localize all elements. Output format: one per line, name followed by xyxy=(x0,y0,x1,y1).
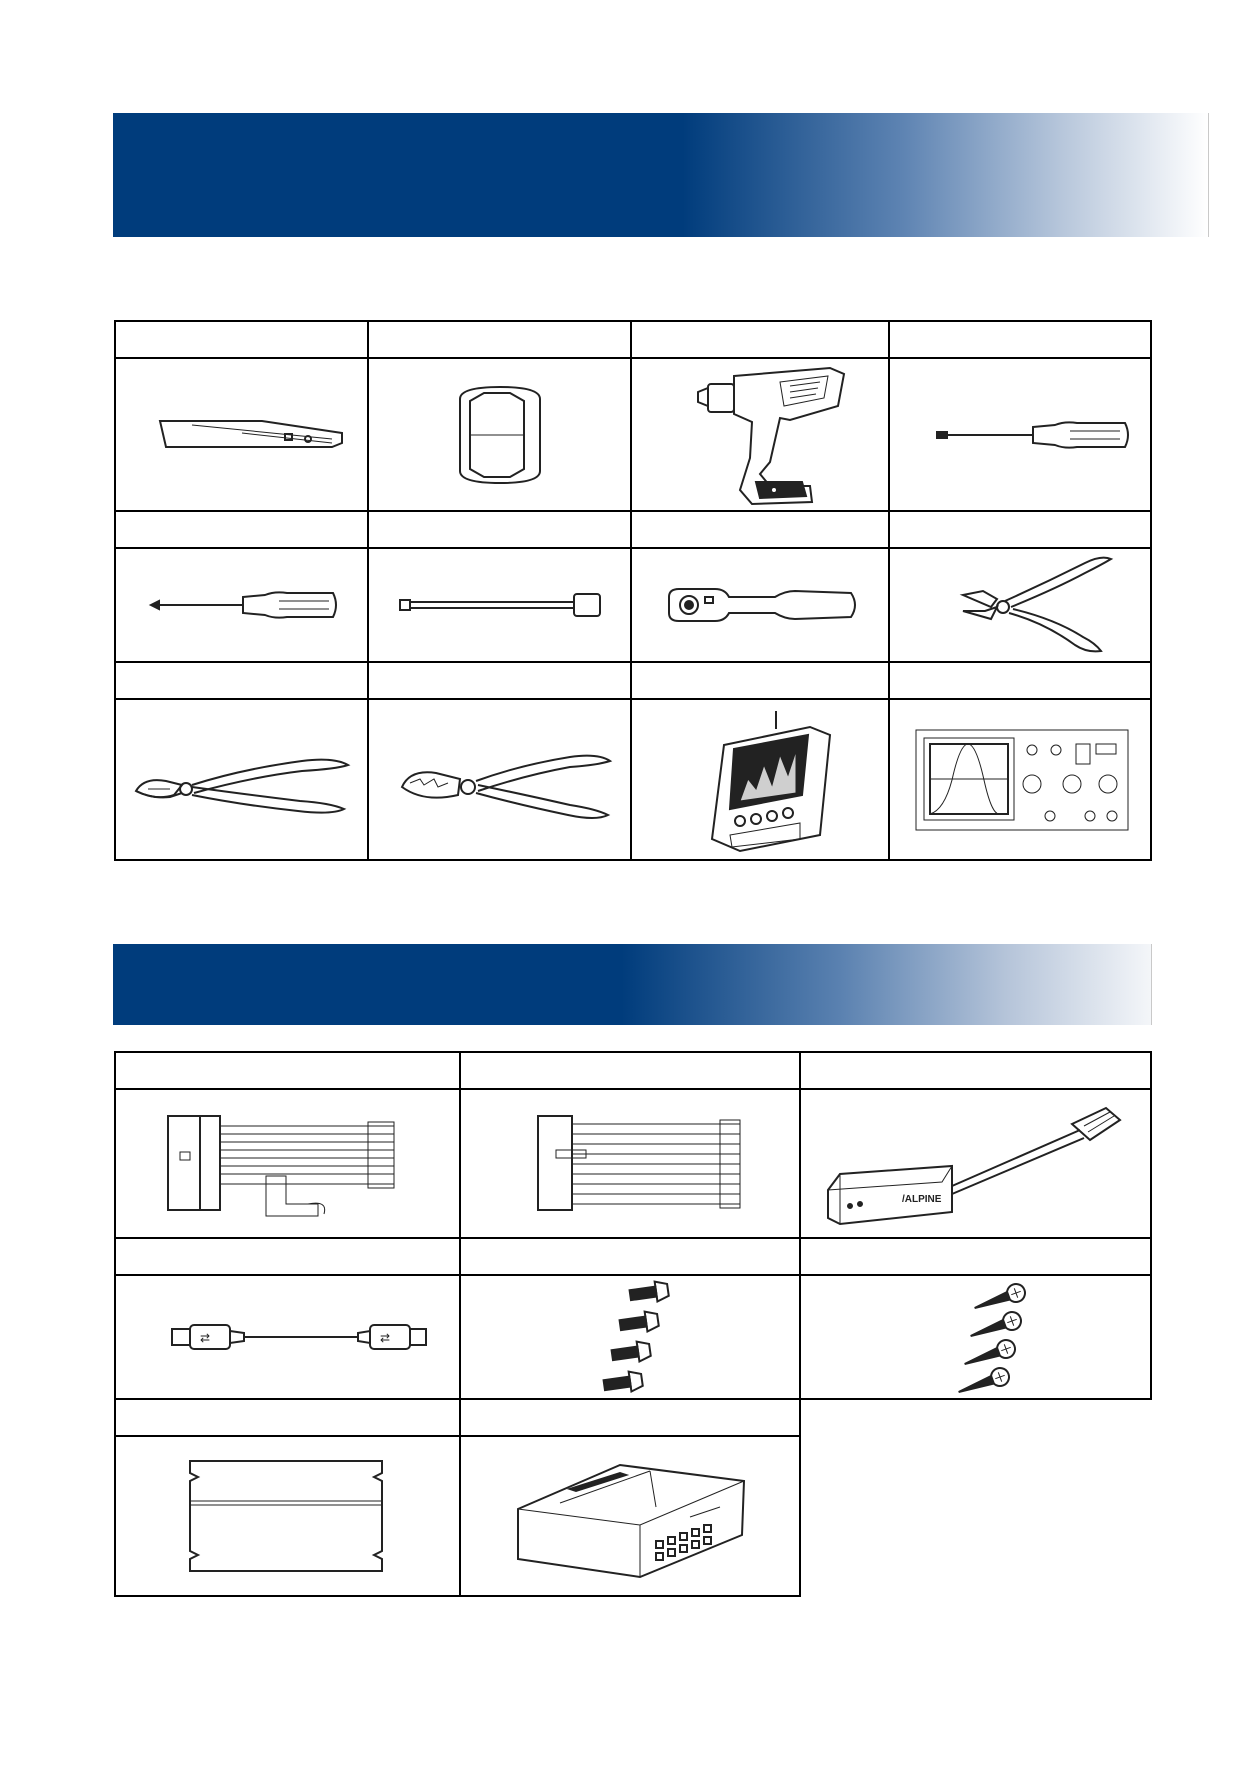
part-label xyxy=(115,1238,460,1275)
tool-cell xyxy=(631,548,889,662)
tool-cell xyxy=(368,548,631,662)
tool-label xyxy=(889,662,1151,699)
signal-meter-icon xyxy=(660,705,860,855)
part-label xyxy=(460,1399,800,1436)
part-label xyxy=(115,1399,460,1436)
extension-bar-icon xyxy=(380,580,620,630)
tool-label xyxy=(889,321,1151,358)
svg-text:/ALPINE: /ALPINE xyxy=(901,1193,941,1205)
empty-cell xyxy=(800,1399,1151,1436)
tool-cell xyxy=(115,699,368,860)
tool-label xyxy=(889,511,1151,548)
tool-label xyxy=(115,511,368,548)
ratchet-icon xyxy=(645,575,875,635)
usb-cable-icon xyxy=(138,1307,438,1367)
svg-text:⇄: ⇄ xyxy=(199,1331,210,1345)
tool-cell xyxy=(631,358,889,511)
tool-cell xyxy=(631,699,889,860)
part-label xyxy=(800,1052,1151,1089)
wire-cutter-icon xyxy=(905,553,1135,657)
tool-label xyxy=(631,511,889,548)
tool-label xyxy=(115,662,368,699)
machine-screws-icon xyxy=(520,1277,740,1397)
part-cell xyxy=(115,1275,460,1399)
part-cell xyxy=(800,1089,1151,1238)
tool-cell xyxy=(368,699,631,860)
part-label xyxy=(800,1238,1151,1275)
tool-label xyxy=(631,321,889,358)
amplifier-icon xyxy=(500,1451,760,1581)
torx-screwdriver-icon xyxy=(905,405,1135,465)
wiring-harness-icon xyxy=(148,1104,428,1224)
tools-table xyxy=(114,320,1152,861)
phillips-screwdriver-icon xyxy=(127,575,357,635)
part-cell xyxy=(460,1436,800,1596)
part-cell xyxy=(460,1089,800,1238)
socket-icon xyxy=(400,375,600,495)
tool-label xyxy=(368,511,631,548)
tool-cell xyxy=(115,548,368,662)
oscilloscope-icon xyxy=(900,720,1140,840)
part-cell xyxy=(800,1275,1151,1399)
tool-cell xyxy=(368,358,631,511)
slip-joint-pliers-icon xyxy=(380,725,620,835)
tools-banner xyxy=(113,113,1209,237)
tool-label xyxy=(368,662,631,699)
empty-cell xyxy=(800,1436,1151,1596)
part-label xyxy=(460,1238,800,1275)
tool-label xyxy=(115,321,368,358)
part-cell xyxy=(115,1089,460,1238)
tool-cell xyxy=(115,358,368,511)
part-label xyxy=(115,1052,460,1089)
part-cell xyxy=(460,1275,800,1399)
svg-text:⇄: ⇄ xyxy=(379,1331,390,1345)
crimping-pliers-icon xyxy=(122,725,362,835)
connector-harness-icon xyxy=(490,1104,770,1224)
cordless-drill-icon xyxy=(660,362,860,508)
tool-label xyxy=(368,321,631,358)
part-label xyxy=(460,1052,800,1089)
tool-label xyxy=(631,662,889,699)
remote-module-icon xyxy=(816,1094,1136,1234)
tool-cell xyxy=(889,699,1151,860)
mounting-bracket-icon xyxy=(168,1451,408,1581)
tapping-screws-icon xyxy=(866,1277,1086,1397)
tool-cell xyxy=(889,358,1151,511)
parts-table xyxy=(114,1051,1152,1597)
pry-tool-icon xyxy=(132,395,352,475)
part-cell xyxy=(115,1436,460,1596)
tool-cell xyxy=(889,548,1151,662)
parts-banner xyxy=(113,944,1152,1025)
